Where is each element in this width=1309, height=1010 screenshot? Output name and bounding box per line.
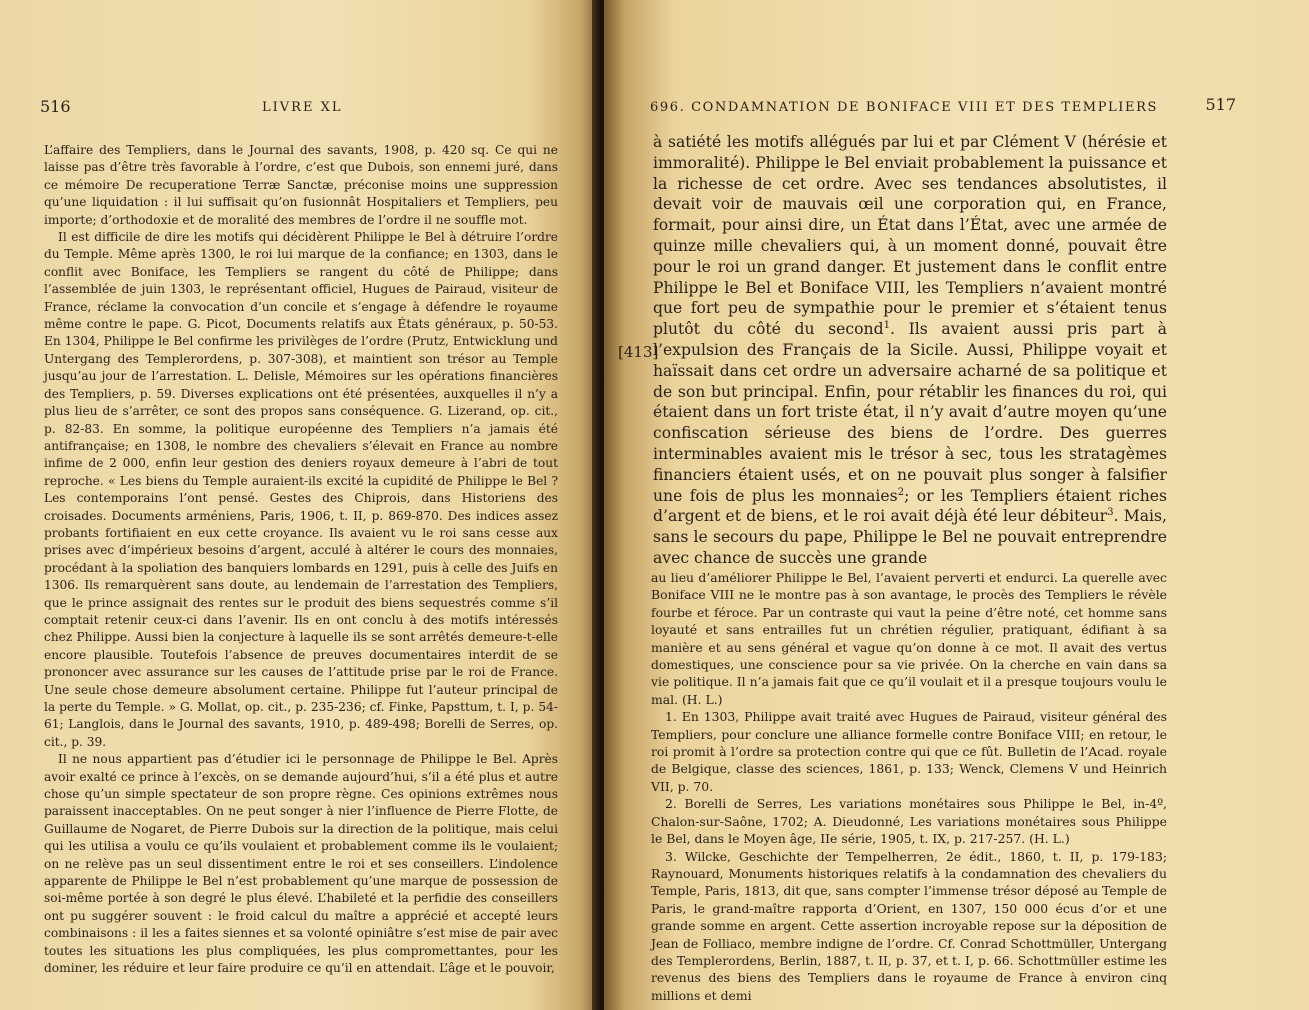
left-page-text (44, 142, 558, 978)
left-paragraph: Il est difficile de dire les motifs qui décidèrent Philippe le Bel à détruire l’ordre du Temple. Même après 1300, le roi lui marque de la confiance; en 1303, dans le conflit avec Boniface, les Templiers se rangent du côté de Philippe; dans l’assemblée de juin 1303, le représentant officiel, Hugues de Pairaud, visiteur de France, réclame la convocation d’un concile et s’engage à défendre le royaume même contre le pape. G. Picot, Documents relatifs aux États généraux, p. 50-53. En 1304, Philippe le Bel confirme les privilèges de l’ordre (Prutz, Entwicklung und Untergang des Templerordens, p. 307-308), et maintient son trésor au Temple jusqu’au jour de l’arrestation. L. Delisle, Mémoires sur les opérations financières des Templiers, p. 59. Diverses explications ont été présentées, auxquelles il n’y a plus lieu de s’arrêter, ce sont des propos sans conséquence. G. Lizerand, op. cit., p. 82-83. En somme, la politique européenne des Templiers n’a jamais été antifrançaise; en 1308, le nombre des chevaliers s’élevait en France au nombre infime de 2 000, enfin leur gestion des deniers royaux demeure à l’abri de tout reproche. « Les biens du Temple auraient-ils excité la cupidité de Philippe le Bel ? Les contemporains l’ont pensé. Gestes des Chiprois, dans Historiens des croisades. Documents arméniens, Paris, 1906, t. II, p. 869-870. Des indices assez probants fortifiaient en eux cette croyance. Ils avaient vu le roi sans cesse aux prises avec d’impérieux besoins d’argent, acculé à altérer le cours des monnaies, procédant à la spoliation des banquiers lombards en 1291, puis à celle des Juifs en 1306. Ils remarquèrent sans doute, au lendemain de l’arrestation des Templiers, que le prince assignait des rentes sur le produit des biens sequestrés comme s’il comptait retenir ceux-ci dans l’avenir. Ils en ont conclu à des motifs intéressés chez Philippe. Aussi bien la conjecture à laquelle ils se sont arrêtés demeure-t-elle encore plausible. Toutefois l’absence de preuves documentaires interdit de se prononcer avec assurance sur les causes de l’attitude prise par le roi de France. Une seule chose demeure absolument certaine. Philippe fut l’auteur principal de la perte du Temple. » G. Mollat, op. cit., p. 235-236; cf. Finke, Papsttum, t. I, p. 54-61; Langlois, dans le Journal des savants, 1910, p. 489-498; Borelli de Serres, op. cit., p. 39. (44, 230, 558, 749)
main-text-segment: . Ils avaient aussi pris part à l’expulsion des Français de la Sicile. Aussi, Philippe voyait et haïssait dans cet ordre un adversaire acharné de sa politique et de son but principal. Enfin, pour rétablir les finances du roi, qui étaient dans un fort triste état, il n’y avait d’autre moyen qu’une confiscation sérieuse des biens de l’ordre. Des guerres interminables avaient mis le trésor à sec, tous les stratagèmes financiers étaient usés, et on ne pouvait plus songer à falsifier une fois de plus les monnaies (653, 320, 1167, 505)
main-text-segment: . Mais, sans le secours du pape, Philippe le Bel ne pouvait entreprendre avec chance de succès une grande (653, 507, 1168, 567)
right-running-title: 696. CONDAMNATION DE BONIFACE VIII ET DES TEMPLIERS (650, 100, 1158, 115)
footnote: 1. En 1303, Philippe avait traité avec Hugues de Pairaud, visiteur général des Templiers, pour conclure une alliance formelle contre Boniface VIII; en retour, le roi promit à l’ordre sa protection contre qui que ce fût. Bulletin de l’Acad. royale de Belgique, classe des sciences, 1861, p. 133; Wenck, Clemens V und Heinrich VII, p. 70. (651, 709, 1167, 794)
left-paragraph: L’affaire des Templiers, dans le Journal des savants, 1908, p. 420 sq. Ce qui ne laisse pas d’être très favorable à l’ordre, c’est que Dubois, son ennemi juré, dans ce mémoire De recuperatione Terræ Sanctæ, préconise moins une suppression qu’une liquidation : il lui suffisait qu’on fusionnât Hospitaliers et Templiers, peu importe; d’orthodoxie et de moralité des membres de l’ordre il ne souffle mot. (44, 143, 558, 227)
footnote: 3. Wilcke, Geschichte der Tempelherren, 2e édit., 1860, t. II, p. 179-183; Raynouard, Monuments historiques relatifs à la condamnation des chevaliers du Temple, Paris, 1813, dit que, sans compter l’immense trésor déposé au Temple de Paris, le grand-maître rapporta d’Orient, en 1307, 150 000 écus d’or et une grande somme en argent. Cette assertion incroyable repose sur la déposition de Jean de Folliaco, membre indigne de l’ordre. Cf. Conrad Schottmüller, Untergang des Templerordens, Berlin, 1887, t. II, p. 37, et t. I, p. 66. Schottmüller estime les revenus des biens des Templiers dans le royaume de France à environ cinq millions et demi (651, 848, 1167, 1003)
footnote-ref: 2 (897, 486, 905, 498)
left-running-title: LIVRE XL (262, 100, 343, 115)
footnote-ref: 1 (883, 319, 891, 331)
main-text-segment: ; or les Templiers étaient riches d’argent et de biens, et le roi avait déjà été leur débiteur (653, 486, 1167, 526)
right-main-text (653, 132, 1167, 569)
margin-reference-number: [413] (618, 343, 659, 361)
left-page (0, 0, 598, 1010)
right-footnotes (651, 569, 1167, 1004)
left-paragraph: Il ne nous appartient pas d’étudier ici le personnage de Philippe le Bel. Après avoir exalté ce prince à l’excès, on se demande aujourd’hui, s’il a été plus et autre chose qu’un simple spectateur de son propre règne. Ces opinions extrêmes nous paraissent inacceptables. On ne peut songer à nier l’influence de Pierre Flotte, de Guillaume de Nogaret, de Pierre Dubois sur la direction de la politique, mais celui qui les utilisa a voulu ce qu’ils voulaient et probablement comme ils le voulaient; on ne relève pas un seul dissentiment entre le roi et ses conseillers. L’indolence apparente de Philippe le Bel n’est probablement qu’une marque de possession de soi-même portée à son degré le plus élevé. L’habileté et la perfidie des conseillers ont pu suggérer souvent : le froid calcul du maître a apprécié et accepté leurs combinaisons : il les a faites siennes et sa volonté opiniâtre s’est mise de pair avec toutes les situations les plus compliquées, les plus compromettantes, pour les dominer, les réduire et leur faire produire ce qu’il en attendait. L’âge et le pouvoir, (44, 752, 558, 976)
main-text-segment: à satiété les motifs allégués par lui et par Clément V (hérésie et immoralité). Philippe le Bel enviait probablement la puissance et la richesse de cet ordre. Avec ses tendances absolutistes, il devait voir de mauvais œil une corporation qui, en France, formait, pour ainsi dire, un État dans l’État, avec une armée de quinze mille chevaliers qui, à un moment donné, pouvait être pour le roi un grand danger. Et justement dans le conflit entre Philippe le Bel et Boniface VIII, les Templiers n’avaient montré que fort peu de sympathie pour le premier et s’étaient tenus plutôt du côté du second (653, 133, 1167, 339)
footnote-ref: 3 (1107, 507, 1114, 519)
footnote: 2. Borelli de Serres, Les variations monétaires sous Philippe le Bel, in-4º, Chalon-sur-Saône, 1702; A. Dieudonné, Les variations monétaires sous Philippe le Bel, dans le Moyen âge, IIe série, 1905, t. IX, p. 217-257. (H. L.) (651, 796, 1167, 847)
right-page (604, 0, 1309, 1010)
right-page-number: 517 (1205, 95, 1236, 114)
footnote-continuation: au lieu d’améliorer Philippe le Bel, l’avaient perverti et endurci. La querelle avec Boniface VIII ne le montre pas à son avantage, le procès des Templiers le révèle fourbe et féroce. Par un contraste qui vaut la peine d’être noté, cet homme sans loyauté et sans entrailles fut un chrétien régulier, pratiquant, édifiant à sa manière et au sens général et vague qu’on donne à ce mot. Il avait des vertus domestiques, une conscience pour sa vie privée. On la cherche en vain dans sa vie politique. Il n’a jamais fait que ce qu’il voulait et il a presque toujours voulu le mal. (H. L.) (651, 570, 1167, 707)
left-page-number: 516 (40, 97, 71, 116)
right-main-paragraph (653, 132, 1167, 569)
